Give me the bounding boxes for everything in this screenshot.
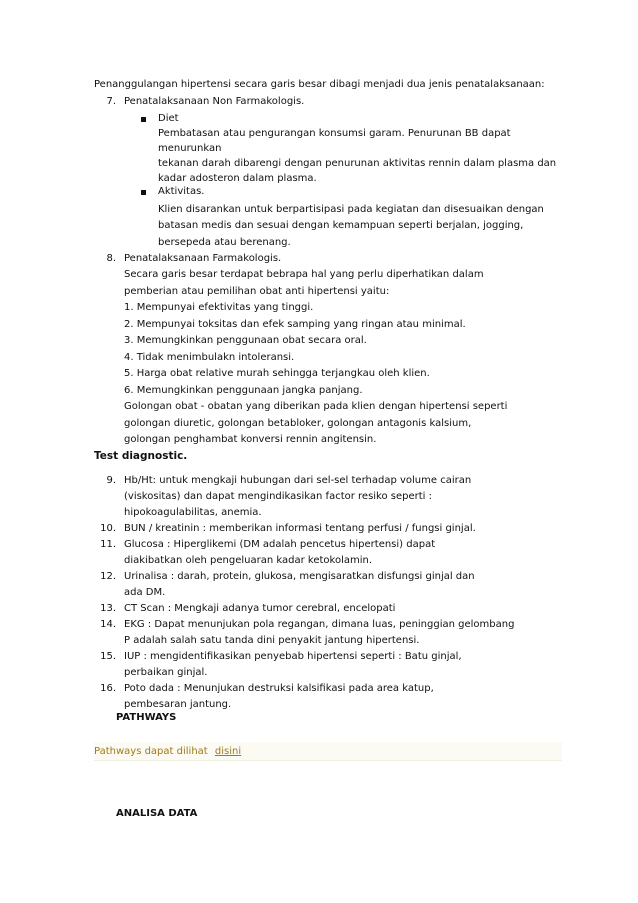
pathways-link[interactable]: disini — [214, 746, 242, 757]
test-line: CT Scan : Mengkaji adanya tumor cerebral, encelopati — [124, 603, 396, 614]
analisa-data-heading: ANALISA DATA — [116, 808, 198, 819]
item-8-line: 4. Tidak menimbulakn intoleransi. — [124, 352, 295, 363]
test-line: BUN / kreatinin : memberikan informasi tentang perfusi / fungsi ginjal. — [124, 523, 476, 534]
test-line: EKG : Dapat menunjukan pola regangan, dimana luas, peninggian gelombang — [124, 619, 515, 630]
item-7-number: 7. — [106, 96, 116, 107]
test-number: 9. — [106, 475, 116, 486]
item-8-line: pemberian atau pemilihan obat anti hipertensi yaitu: — [124, 286, 390, 297]
test-number: 16. — [100, 683, 116, 694]
test-line: pembesaran jantung. — [124, 699, 232, 710]
item-8-line: 2. Mempunyai toksitas dan efek samping yang ringan atau minimal. — [124, 319, 466, 330]
test-line: IUP : mengidentifikasikan penyebab hipertensi seperti : Batu ginjal, — [124, 651, 462, 662]
test-number: 10. — [100, 523, 116, 534]
test-line: diakibatkan oleh pengeluaran kadar ketokolamin. — [124, 555, 373, 566]
item-8-title: Penatalaksanaan Farmakologis. — [124, 253, 282, 264]
item-8-line: golongan diuretic, golongan betabloker, golongan antagonis kalsium, — [124, 418, 472, 429]
item-8-number: 8. — [106, 253, 116, 264]
diet-line: kadar adosteron dalam plasma. — [158, 173, 317, 184]
diet-title: Diet — [158, 113, 179, 124]
test-diagnostic-heading: Test diagnostic. — [94, 450, 188, 462]
test-number: 11. — [100, 539, 116, 550]
item-8-line: Secara garis besar terdapat bebrapa hal yang perlu diperhatikan dalam — [124, 269, 484, 280]
item-8-line: golongan penghambat konversi rennin angitensin. — [124, 434, 377, 445]
item-8-line: 5. Harga obat relative murah sehingga terjangkau oleh klien. — [124, 368, 430, 379]
test-line: hipokoagulabilitas, anemia. — [124, 507, 262, 518]
test-line: Urinalisa : darah, protein, glukosa, mengisaratkan disfungsi ginjal dan — [124, 571, 475, 582]
aktivitas-line: batasan medis dan sesuai dengan kemampuan seperti berjalan, jogging, — [158, 220, 524, 231]
item-8-line: 1. Mempunyai efektivitas yang tinggi. — [124, 302, 314, 313]
intro-text: Penanggulangan hipertensi secara garis besar dibagi menjadi dua jenis penatalaksanaan: — [94, 79, 545, 90]
diet-bullet-icon — [141, 117, 146, 122]
item-8-line: 3. Memungkinkan penggunaan obat secara oral. — [124, 335, 367, 346]
aktivitas-line: bersepeda atau berenang. — [158, 237, 291, 248]
test-number: 12. — [100, 571, 116, 582]
diet-line: tekanan darah dibarengi dengan penurunan aktivitas rennin dalam plasma dan — [158, 158, 557, 169]
pathways-row — [94, 745, 241, 759]
test-line: ada DM. — [124, 587, 166, 598]
item-7-title: Penatalaksanaan Non Farmakologis. — [124, 96, 305, 107]
aktivitas-title: Aktivitas. — [158, 186, 205, 197]
test-number: 14. — [100, 619, 116, 630]
test-number: 15. — [100, 651, 116, 662]
diet-line: Pembatasan atau pengurangan konsumsi garam. Penurunan BB dapat — [158, 128, 511, 139]
aktivitas-line: Klien disarankan untuk berpartisipasi pada kegiatan dan disesuaikan dengan — [158, 204, 544, 215]
test-line: perbaikan ginjal. — [124, 667, 208, 678]
test-line: P adalah salah satu tanda dini penyakit jantung hipertensi. — [124, 635, 420, 646]
item-8-line: Golongan obat - obatan yang diberikan pada klien dengan hipertensi seperti — [124, 401, 508, 412]
test-line: Poto dada : Menunjukan destruksi kalsifikasi pada area katup, — [124, 683, 434, 694]
pathways-heading: PATHWAYS — [116, 712, 177, 723]
diet-line: menurunkan — [158, 143, 222, 154]
pathways-text: Pathways dapat dilihat — [94, 746, 208, 757]
test-number: 13. — [100, 603, 116, 614]
test-line: (viskositas) dan dapat mengindikasikan factor resiko seperti : — [124, 491, 433, 502]
test-line: Hb/Ht: untuk mengkaji hubungan dari sel-sel terhadap volume cairan — [124, 475, 472, 486]
test-line: Glucosa : Hiperglikemi (DM adalah pencetus hipertensi) dapat — [124, 539, 436, 550]
aktivitas-bullet-icon — [141, 190, 146, 195]
item-8-line: 6. Memungkinkan penggunaan jangka panjang. — [124, 385, 363, 396]
